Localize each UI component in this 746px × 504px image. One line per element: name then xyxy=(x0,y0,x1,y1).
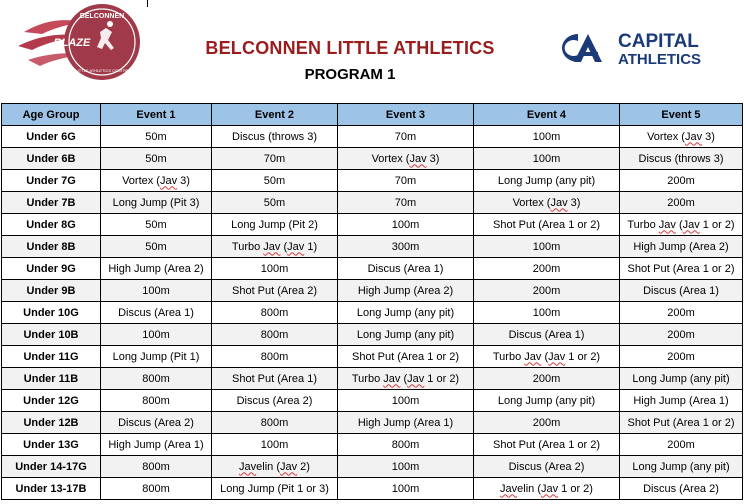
event-cell: Discus (Area 2) xyxy=(212,390,338,412)
age-group-cell: Under 6G xyxy=(2,126,101,148)
column-header: Event 2 xyxy=(212,104,338,126)
event-cell: 100m xyxy=(101,324,212,346)
event-cell: Vortex (Jav 3) xyxy=(474,192,620,214)
table-body xyxy=(2,126,743,500)
event-cell: High Jump (Area 1) xyxy=(620,390,743,412)
table-row xyxy=(2,368,743,390)
age-group-cell: Under 13G xyxy=(2,434,101,456)
event-cell: 800m xyxy=(212,302,338,324)
event-cell: Discus (throws 3) xyxy=(620,148,743,170)
event-cell: Vortex (Jav 3) xyxy=(338,148,474,170)
table-row xyxy=(2,390,743,412)
table-row xyxy=(2,258,743,280)
table-row xyxy=(2,302,743,324)
event-cell: 200m xyxy=(620,346,743,368)
event-cell: High Jump (Area 1) xyxy=(338,412,474,434)
age-group-cell: Under 8G xyxy=(2,214,101,236)
event-cell: Vortex (Jav 3) xyxy=(101,170,212,192)
event-cell: Discus (Area 2) xyxy=(101,412,212,434)
event-cell: Turbo Jav (Jav 1 or 2) xyxy=(338,368,474,390)
event-cell: 70m xyxy=(338,170,474,192)
table-row xyxy=(2,434,743,456)
event-cell: 50m xyxy=(101,126,212,148)
age-group-cell: Under 13-17B xyxy=(2,478,101,500)
event-cell: Long Jump (any pit) xyxy=(620,456,743,478)
age-group-cell: Under 10G xyxy=(2,302,101,324)
age-group-cell: Under 7B xyxy=(2,192,101,214)
event-cell: Shot Put (Area 1) xyxy=(212,368,338,390)
column-header: Age Group xyxy=(2,104,101,126)
event-cell: Long Jump (Pit 2) xyxy=(212,214,338,236)
event-cell: 800m xyxy=(338,434,474,456)
table-row xyxy=(2,478,743,500)
title-block xyxy=(150,38,550,83)
table-row xyxy=(2,148,743,170)
table-row xyxy=(2,214,743,236)
event-cell: Javelin (Jav 2) xyxy=(212,456,338,478)
event-cell: 50m xyxy=(212,170,338,192)
event-cell: Discus (Area 1) xyxy=(101,302,212,324)
logo-athletics-text: ATHLETICS xyxy=(618,51,702,68)
event-cell: Discus (Area 1) xyxy=(620,280,743,302)
event-cell: 100m xyxy=(474,148,620,170)
age-group-cell: Under 12B xyxy=(2,412,101,434)
event-cell: 200m xyxy=(620,170,743,192)
event-cell: 100m xyxy=(338,456,474,478)
event-cell: High Jump (Area 2) xyxy=(101,258,212,280)
table-row xyxy=(2,346,743,368)
logo-club-text: BELCONNEN xyxy=(79,13,125,20)
event-cell: 200m xyxy=(620,192,743,214)
event-cell: 200m xyxy=(474,258,620,280)
event-cell: 70m xyxy=(338,126,474,148)
event-cell: 800m xyxy=(212,324,338,346)
event-cell: 200m xyxy=(620,324,743,346)
page-title: BELCONNEN LITTLE ATHLETICS xyxy=(205,38,495,58)
event-cell: Turbo Jav (Jav 1 or 2) xyxy=(474,346,620,368)
table-row xyxy=(2,192,743,214)
event-cell: Discus (Area 1) xyxy=(338,258,474,280)
age-group-cell: Under 14-17G xyxy=(2,456,101,478)
event-cell: Long Jump (any pit) xyxy=(474,170,620,192)
event-cell: 100m xyxy=(338,214,474,236)
event-cell: 200m xyxy=(474,412,620,434)
age-group-cell: Under 12G xyxy=(2,390,101,412)
logo-blaze-text: BLAZE xyxy=(53,37,91,49)
event-cell: 70m xyxy=(212,148,338,170)
event-cell: 100m xyxy=(474,302,620,324)
age-group-cell: Under 11G xyxy=(2,346,101,368)
event-cell: 70m xyxy=(338,192,474,214)
event-cell: Discus (Area 2) xyxy=(474,456,620,478)
event-cell: 50m xyxy=(101,236,212,258)
event-cell: 100m xyxy=(212,434,338,456)
event-cell: 800m xyxy=(101,478,212,500)
event-cell: 100m xyxy=(338,390,474,412)
event-cell: Long Jump (any pit) xyxy=(338,302,474,324)
column-header: Event 4 xyxy=(474,104,620,126)
event-cell: 200m xyxy=(620,302,743,324)
event-cell: 100m xyxy=(212,258,338,280)
event-cell: Long Jump (Pit 3) xyxy=(101,192,212,214)
event-cell: 200m xyxy=(474,368,620,390)
table-row xyxy=(2,170,743,192)
column-header: Event 5 xyxy=(620,104,743,126)
event-cell: Long Jump (any pit) xyxy=(474,390,620,412)
event-cell: 800m xyxy=(101,390,212,412)
age-group-cell: Under 8B xyxy=(2,236,101,258)
table-header-row xyxy=(2,104,743,126)
event-cell: Shot Put (Area 1 or 2) xyxy=(338,346,474,368)
event-cell: 800m xyxy=(212,412,338,434)
event-cell: Shot Put (Area 1 or 2) xyxy=(620,412,743,434)
age-group-cell: Under 9B xyxy=(2,280,101,302)
capital-athletics-logo xyxy=(548,28,738,68)
program-table xyxy=(1,103,743,500)
event-cell: 200m xyxy=(474,280,620,302)
logo-sub-text: LITTLE ATHLETICS CENTRE xyxy=(75,68,129,73)
event-cell: 300m xyxy=(338,236,474,258)
event-cell: High Jump (Area 2) xyxy=(338,280,474,302)
event-cell: Turbo Jav (Jav 1 or 2) xyxy=(620,214,743,236)
event-cell: Vortex (Jav 3) xyxy=(620,126,743,148)
event-cell: Javelin (Jav 1 or 2) xyxy=(474,478,620,500)
event-cell: 50m xyxy=(212,192,338,214)
text-cursor xyxy=(147,0,148,7)
belconnen-blaze-logo xyxy=(14,2,144,84)
event-cell: Shot Put (Area 2) xyxy=(212,280,338,302)
page-subtitle: PROGRAM 1 xyxy=(304,66,396,83)
event-cell: Long Jump (any pit) xyxy=(338,324,474,346)
event-cell: Shot Put (Area 1 or 2) xyxy=(474,434,620,456)
event-cell: 800m xyxy=(212,346,338,368)
event-cell: Long Jump (Pit 1 or 3) xyxy=(212,478,338,500)
table-row xyxy=(2,456,743,478)
event-cell: 800m xyxy=(101,368,212,390)
event-cell: 50m xyxy=(101,148,212,170)
event-cell: Long Jump (Pit 1) xyxy=(101,346,212,368)
event-cell: 100m xyxy=(338,478,474,500)
event-cell: 100m xyxy=(474,126,620,148)
age-group-cell: Under 10B xyxy=(2,324,101,346)
event-cell: High Jump (Area 1) xyxy=(101,434,212,456)
table-row xyxy=(2,126,743,148)
age-group-cell: Under 7G xyxy=(2,170,101,192)
event-cell: Discus (Area 1) xyxy=(474,324,620,346)
event-cell: 100m xyxy=(474,236,620,258)
age-group-cell: Under 11B xyxy=(2,368,101,390)
event-cell: 200m xyxy=(620,434,743,456)
event-cell: 100m xyxy=(101,280,212,302)
event-cell: Discus (throws 3) xyxy=(212,126,338,148)
column-header: Event 3 xyxy=(338,104,474,126)
table-row xyxy=(2,324,743,346)
event-cell: 800m xyxy=(101,456,212,478)
table-row xyxy=(2,412,743,434)
column-header: Event 1 xyxy=(101,104,212,126)
age-group-cell: Under 9G xyxy=(2,258,101,280)
age-group-cell: Under 6B xyxy=(2,148,101,170)
event-cell: 50m xyxy=(101,214,212,236)
event-cell: Discus (Area 2) xyxy=(620,478,743,500)
table-row xyxy=(2,280,743,302)
event-cell: Turbo Jav (Jav 1) xyxy=(212,236,338,258)
event-cell: Shot Put (Area 1 or 2) xyxy=(620,258,743,280)
logo-capital-text: CAPITAL xyxy=(618,31,699,52)
event-cell: Long Jump (any pit) xyxy=(620,368,743,390)
event-cell: High Jump (Area 2) xyxy=(620,236,743,258)
table-row xyxy=(2,236,743,258)
event-cell: Shot Put (Area 1 or 2) xyxy=(474,214,620,236)
